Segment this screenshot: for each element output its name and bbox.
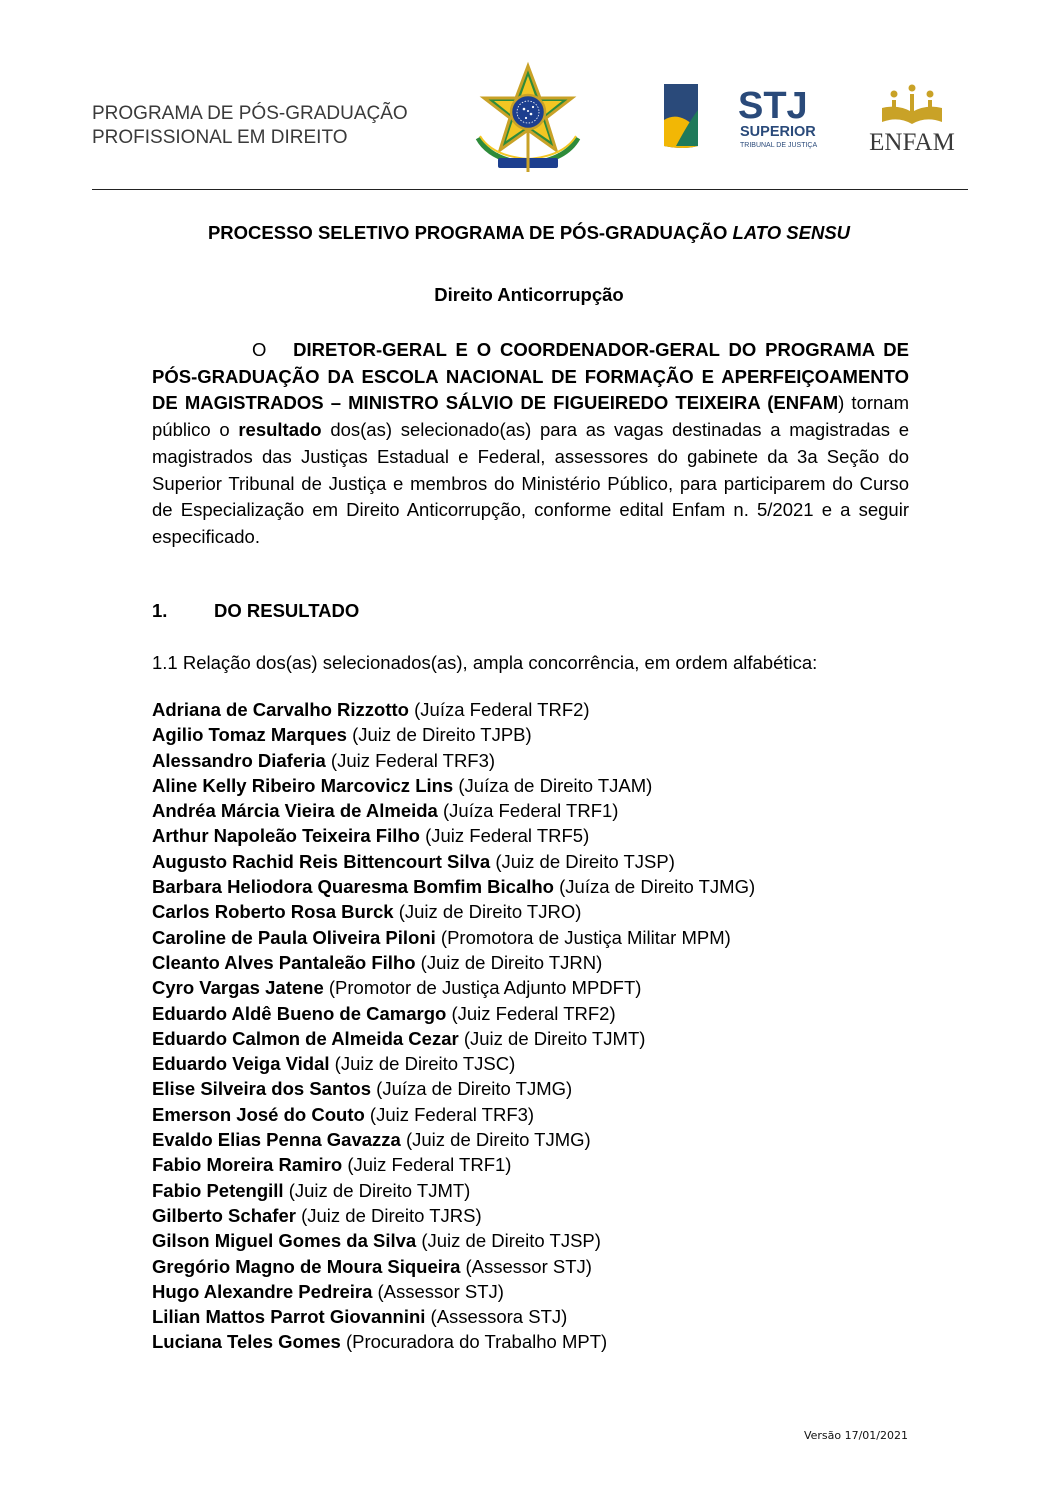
list-item (152, 1076, 755, 1101)
selected-role: (Procuradora do Trabalho MPT) (340, 1331, 608, 1353)
selected-name: Alessandro Diaferia (152, 749, 326, 771)
list-item (152, 1001, 755, 1026)
brazil-coat-of-arms-icon (470, 60, 586, 178)
list-item (152, 1178, 755, 1203)
selected-name: Arthur Napoleão Teixeira Filho (152, 825, 420, 847)
selected-role: (Juiz Federal TRF1) (342, 1154, 512, 1176)
list-item (152, 798, 755, 823)
selected-name: Eduardo Calmon de Almeida Cezar (152, 1027, 459, 1049)
selected-name: Cyro Vargas Jatene (152, 977, 324, 999)
list-item (152, 874, 755, 899)
selected-role: (Juíza de Direito TJAM) (453, 774, 653, 796)
selected-role: (Juiz de Direito TJMT) (458, 1027, 646, 1049)
selected-list (152, 697, 755, 1355)
list-item (152, 1102, 755, 1127)
list-item (152, 773, 755, 798)
intro-paren: ) (838, 392, 845, 414)
list-item (152, 697, 755, 722)
section-number: 1. (152, 600, 168, 621)
selected-role: (Juiz de Direito TJSC) (329, 1053, 516, 1075)
section-heading (152, 600, 359, 622)
selected-name: Andréa Márcia Vieira de Almeida (152, 800, 438, 822)
list-intro: 1.1 Relação dos(as) selecionados(as), ampla concorrência, em ordem alfabética: (152, 652, 818, 673)
intro-authorities: DIRETOR-GERAL E O COORDENADOR-GERAL DO PROGRAMA DE PÓS-GRADUAÇÃO DA ESCOLA NACIONAL DE FORMAÇÃO E APERFEIÇOAMENTO DE MAGISTRADOS – MINISTRO SÁLVIO DE FIGUEIREDO TEIXEIRA (ENFAM (152, 339, 909, 414)
list-item (152, 1279, 755, 1304)
selected-role: (Juiz de Direito TJRO) (393, 901, 582, 923)
selected-role: (Juiz Federal TRF3) (325, 749, 496, 771)
selected-role: (Juiz de Direito TJSP) (490, 850, 675, 872)
selected-name: Eduardo Aldê Bueno de Camargo (152, 1002, 447, 1024)
title-italic: LATO SENSU (732, 222, 851, 243)
selected-role: (Juiz de Direito TJPB) (346, 724, 532, 746)
selected-role: (Promotor de Justiça Adjunto MPDFT) (323, 977, 642, 999)
selected-name: Luciana Teles Gomes (152, 1331, 341, 1353)
selected-role: (Juíza de Direito TJMG) (371, 1078, 573, 1100)
selected-role: (Assessor STJ) (372, 1280, 504, 1302)
selected-role: (Juiz de Direito TJMG) (400, 1129, 591, 1151)
list-item (152, 1152, 755, 1177)
intro-text-2: dos(as) selecionado(as) para as vagas destinadas a magistradas e magistrados das Justiças Estadual e Federal, assessores do gabinete da 3a Seção do Superior Tribunal de Justiça e membros do Ministério Público, para participarem do Curso de Especialização em Direito Anticorrupção, conforme edital Enfam n. 5/2021 e a seguir especificado. (152, 419, 909, 547)
program-line-1: PROGRAMA DE PÓS-GRADUAÇÃO (92, 103, 408, 124)
section-title: DO RESULTADO (214, 600, 360, 621)
intro-paragraph (152, 337, 909, 551)
list-item (152, 1329, 755, 1354)
selected-role: (Juíza Federal TRF2) (408, 699, 590, 720)
selected-name: Cleanto Alves Pantaleão Filho (152, 951, 416, 973)
document-title (0, 222, 1058, 244)
selected-name: Aline Kelly Ribeiro Marcovicz Lins (152, 774, 454, 796)
enfam-logo (860, 78, 964, 154)
list-item (152, 1026, 755, 1051)
selected-name: Gilberto Schafer (152, 1204, 296, 1226)
stj-name: STJ (738, 85, 808, 127)
selected-role: (Juíza Federal TRF1) (437, 800, 619, 822)
selected-name: Fabio Moreira Ramiro (152, 1154, 343, 1176)
list-item (152, 849, 755, 874)
list-item (152, 1203, 755, 1228)
list-item (152, 975, 755, 1000)
list-item (152, 1228, 755, 1253)
list-item (152, 899, 755, 924)
selected-name: Hugo Alexandre Pedreira (152, 1280, 373, 1302)
selected-name: Carlos Roberto Rosa Burck (152, 901, 394, 923)
selected-name: Agilio Tomaz Marques (152, 724, 347, 746)
selected-role: (Juiz Federal TRF3) (364, 1103, 535, 1125)
stj-logo (662, 80, 830, 152)
selected-role: (Juiz de Direito TJRN) (415, 951, 603, 973)
program-header (92, 102, 408, 150)
intro-o: O (252, 339, 267, 360)
stj-sub-1: SUPERIOR (740, 124, 816, 140)
selected-name: Gregório Magno de Moura Siqueira (152, 1255, 461, 1277)
list-item (152, 925, 755, 950)
enfam-name: ENFAM (869, 129, 955, 154)
list-item (152, 1254, 755, 1279)
intro-result: resultado (238, 419, 322, 441)
stj-sub-2: TRIBUNAL DE JUSTIÇA (740, 142, 818, 149)
program-line-2: PROFISSIONAL EM DIREITO (92, 127, 348, 148)
list-item (152, 1051, 755, 1076)
title-prefix: PROCESSO SELETIVO PROGRAMA DE PÓS-GRADUAÇÃO (207, 222, 733, 243)
selected-role: (Juíza de Direito TJMG) (553, 876, 756, 898)
selected-role: (Juiz Federal TRF2) (446, 1002, 616, 1024)
intro-text-1: tornam público o (152, 392, 910, 441)
selected-role: (Promotora de Justiça Militar MPM) (435, 926, 731, 948)
selected-role: (Juiz Federal TRF5) (419, 825, 590, 847)
selected-name: Evaldo Elias Penna Gavazza (152, 1129, 401, 1151)
selected-role: (Assessora STJ) (425, 1306, 568, 1328)
list-item (152, 1304, 755, 1329)
selected-name: Eduardo Veiga Vidal (152, 1053, 330, 1075)
selected-name: Lilian Mattos Parrot Giovannini (152, 1306, 426, 1328)
selected-name: Augusto Rachid Reis Bittencourt Silva (152, 850, 491, 872)
version-label: Versão 17/01/2021 (803, 1429, 908, 1442)
selected-name: Emerson José do Couto (152, 1103, 365, 1125)
selected-role: (Juiz de Direito TJSP) (416, 1230, 601, 1252)
selected-name: Elise Silveira dos Santos (152, 1078, 372, 1100)
selected-role: (Assessor STJ) (460, 1255, 592, 1277)
selected-name: Barbara Heliodora Quaresma Bomfim Bicalho (152, 876, 554, 898)
selected-role: (Juiz de Direito TJMT) (283, 1179, 471, 1201)
list-item (152, 722, 755, 747)
selected-role: (Juiz de Direito TJRS) (295, 1204, 482, 1226)
selected-name: Gilson Miguel Gomes da Silva (152, 1230, 417, 1252)
selected-name: Adriana de Carvalho Rizzotto (152, 699, 409, 720)
list-item (152, 748, 755, 773)
selected-name: Fabio Petengill (152, 1179, 284, 1201)
header-divider (92, 189, 968, 190)
list-item (152, 950, 755, 975)
list-item (152, 1127, 755, 1152)
list-item (152, 823, 755, 848)
document-subtitle: Direito Anticorrupção (434, 284, 624, 305)
selected-name: Caroline de Paula Oliveira Piloni (152, 926, 436, 948)
enfam-book-icon (882, 85, 942, 125)
